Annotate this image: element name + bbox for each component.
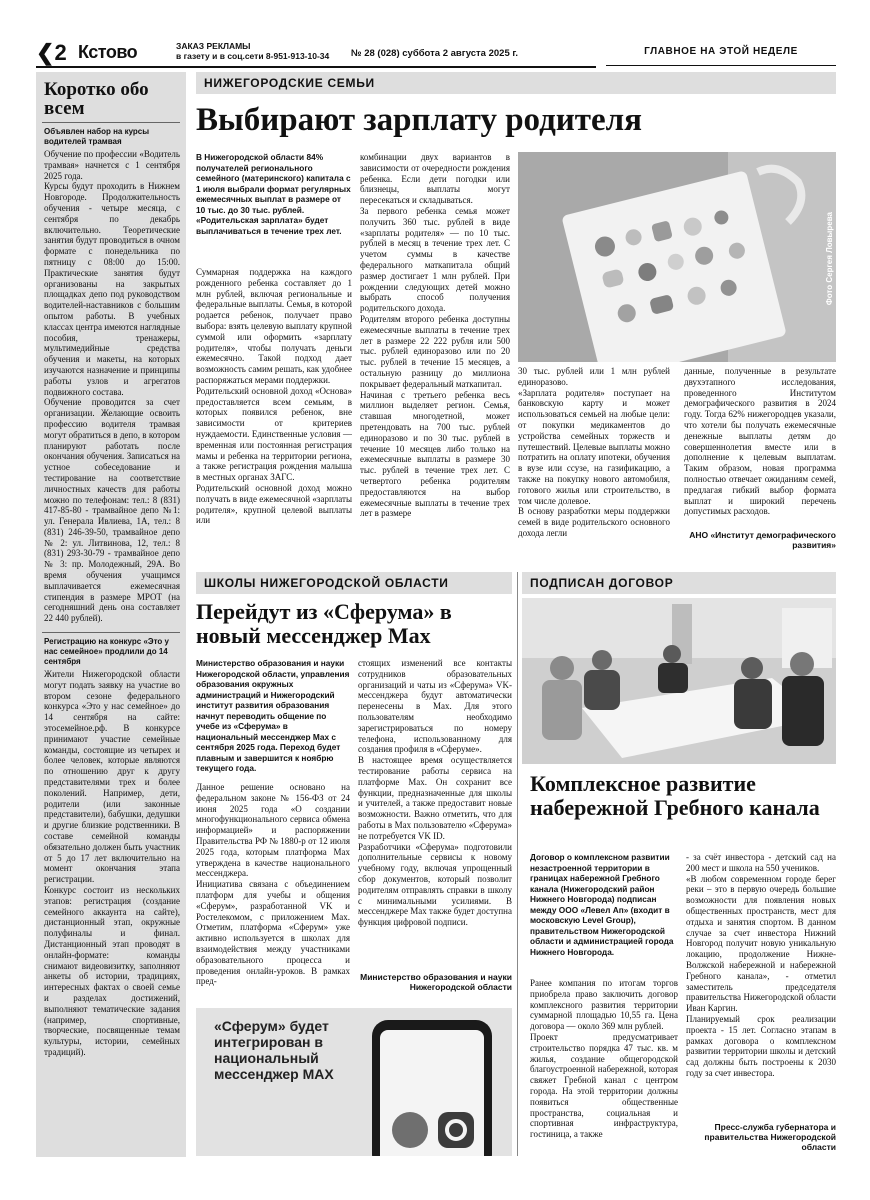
newspaper-logo: Кстово [78,42,138,62]
promo-banner [196,1008,512,1156]
sidebar-title: Коротко обо всем [44,79,149,119]
page-header [36,38,836,68]
photo-signing-meeting [522,598,836,764]
article-title: Выбирают зарплату родителя [196,102,643,138]
article-column: 30 тыс. рублей или 1 млн рублей единоразово. «Зарплата родителя» поступает на банковскую карту и может использоваться семьей на любые цели: от покупки медикаментов до устройства семейных торжеств и путешествий. Целевые выплаты можно потратить на оплату ипотеки, обучения в вузе или ссузе, на газификацию, а также на покупку нового автомобиля, готового жилья или строительство, в том числе долевое. В основу разработки меры поддержки семей в виде родительского основного дохода легли [518,366,670,538]
section-rubric: ГЛАВНОЕ НА ЭТОЙ НЕДЕЛЕ [606,40,836,66]
page-number-value: 2 [54,40,67,65]
article-column: Данное решение основано на федеральном законе № 156-ФЗ от 24 июня 2025 года «О создании многофункционального сервиса обмена информацией» и распоряжении Правительства РФ № 1880-р от 12 июля 2025 года, которым платформа Max утверждена в качестве национального мессенджера. Инициатива связана с объединением платформ для учебы и общения «Сферум», разработанной VK и Ростелекомом, с приложением Max. Отметим, платформа «Сферум» уже активно используется в школах для взаимодействия между участниками образовательного процесса и проведения онлайн-уроков. В рамках пред- [196,782,350,987]
column-divider [517,572,518,1156]
photo-sticker-sheet [518,152,836,362]
section-rubric: ШКОЛЫ НИЖЕГОРОДСКОЙ ОБЛАСТИ [204,576,449,590]
divider [42,122,180,123]
article-column: комбинации двух вариантов в зависимости от очередности рождения ребенка. Если дети погодки или близнецы, выплаты могут пересекаться и складываться. За первого ребенка семья может получить 360 тыс. рублей в виде «зарплаты родителя» — по 10 тыс. рублей в месяц в течение трех лет. С учетом суммы в качестве федерального маткапитала общий размер достигает 1 млн рублей. При рождении следующих детей можно выбрать способ получения родительского дохода. Родителям второго ребенка доступны ежемесячные выплаты в течение трех лет в размере 22 222 рубля или 500 тыс. рублей единоразово или по 20 тыс. рублей в течение 15 месяцев, а остальную разницу до миллиона покрывает федеральный маткапитал. Начиная с третьего ребенка весь миллион выделяет регион. Семья, ставшая многодетной, может претендовать на 700 тыс. рублей единоразово и по 30 тыс. рублей в течение 10 месяцев либо только на ежемесячные выплаты в размере 30 тыс. рублей в течение трех лет. С четвертого ребенка родителям предоставляются на выбор ежемесячные выплаты в течение трех лет в размере [360,152,510,519]
article-lead: Министерство образования и науки Нижегородской области, управления образования окружных администраций и Нижегородский институт развития образования начнут переводить общение по учебе из «Сферума» в национальный мессенджер Max с сентября 2025 года. Переход будет плавным и завершится к ноябрю текущего года. [196,658,350,773]
phone-icon [362,1008,512,1156]
sidebar-brief-news [36,72,186,1157]
article-title: Комплексное развитие набережной Гребного канала [530,771,820,820]
article-column: - за счёт инвестора - детский сад на 200 мест и школа на 550 учеников. «В любом современном городе берег реки – это в первую очередь большие возможности для появления новых общественных пространств, мест для отдыха и занятия спортом. В данном случае за счет инвестора Нижний Новгород получит новую уникальную локацию, продолжение Нижне-Волжской набережной и набережной Гребного канала», - отметил заместитель председателя правительства Нижегородской области Иван Каргин. Планируемый срок реализации проекта - 15 лет. Согласно этапам в рамках договора о комплексном развитии территории школы и детский сад должны быть построены к 2030 году за счет инвестора. [686,852,836,1078]
brief-headline: Регистрацию на конкурс «Это у нас семейное» продлили до 14 сентября [44,637,169,667]
brief-headline: Объявлен набор на курсы водителей трамвая [44,127,150,146]
article-lead: Договор о комплексном развитии незастроенной территории в границах набережной Гребного канала (Нижегородский район Нижнего Новгорода) подписан между ООО «Левел Ап» (входит в московскую Level Group), правительством Нижегородской области и администрацией города Нижнего Новгорода. [530,852,674,957]
issue-info: № 28 (028) суббота 2 августа 2025 г. [351,48,519,59]
article-title: Перейдут из «Сферума» в новый мессенджер Max [196,599,452,648]
article-signature: АНО «Институт демографического развития» [689,530,836,550]
divider [42,632,180,633]
article-signature: Министерство образования и науки Нижегородской области [360,972,512,992]
chevron-left-icon: ❮ [36,40,55,65]
section-bar [196,572,512,594]
brief-text: Жители Нижегородской области могут подать заявку на участие во втором сезоне федерального конкурса «Это у нас семейное» до 14 сентября на сайте: этосемейное.рф. В конкурсе принимают участие семейные команды, состоящие из четырех и более человек, которые являются по отношению друг к другу представителями трех и более поколений. Например, дети, родители (или законные представители), бабушки, дедушки и другие близкие родственники. В составе семейной команды обязательно должен быть участник от 5 до 17 лет включительно на момент окончания этапа регистрации. Конкурс состоит из нескольких этапов: регистрация (создание семейного аккаунта на сайте), дистанционный этап, окружные полуфиналы и финал. Дистанционный этап проводят в онлайн-формате: команды снимают видеовизитку, заполняют анкеты об истории, традициях, интересных фактах о своей семье и разделах достижений, выполняют тематические задания (например, спортивные, творческие, посвященные темам культуры, истории, семейных традиций). [44,669,180,1057]
article-column: данные, полученные в результате двухэтапного исследования, проведенного Институтом демографического развития в 2024 году. Тогда 62% нижегородцев указали, что хотели бы получать ежемесячные денежные выплаты детям до совершеннолетия вместе или в дополнение к целевым выплатам. Таким образом, новая программа полностью отвечает ожиданиям семей, предлагая гибкий выбор формата выплат и широкий перечень допустимых расходов. [684,366,836,517]
article-signature: Пресс-служба губернатора и правительства Нижегородской области [704,1122,836,1152]
header-rule [36,66,596,68]
article-lead: В Нижегородской области 84% получателей регионального семейного (материнского) капитала с 1 июля выбрали формат регулярных ежемесячных выплат в размере от 10 тыс. до 30 тыс. рублей. «Родительская зарплата» будет выплачиваться в течение трех лет. [196,152,351,236]
sticker-sheet-illustration [518,152,836,362]
meeting-illustration [522,598,836,764]
article-column: Суммарная поддержка на каждого рожденного ребенка составляет до 1 млн рублей, включая региональные и федеральные выплаты. Семья, в которой родается ребенок, получает право выбора: взять целевую выплату крупной суммой или оформить «зарплату родителя», чтобы получать деньги ежемесячно. Такой подход дает возможность самим решать, как удобнее распоряжаться мерами поддержки. Родительский основной доход «Основа» предоставляется всем семьям, в которых появился ребенок, вне зависимости от критериев нуждаемости. Единственные условия — временная или постоянная регистрация мамы и ребенка на территории региона, а также регистрация рождения малыша в местных органах ЗАГС. Родительский основной доход можно получать в виде ежемесячной «зарплаты родителя», крупной целевой выплаты или [196,267,352,526]
ad-contact: ЗАКАЗ РЕКЛАМЫ в газету и в соц.сети 8-951-913-10-34 [176,41,330,61]
section-bar [522,572,836,594]
promo-text: «Сферум» будет интегрирован в национальный мессенджер MAX [214,1018,334,1082]
page-number [36,40,67,66]
article-column: стоящих изменений все контакты сотрудников образовательных организаций и чаты из «Сферума» VK-мессенджера будут автоматически перенесены в Max. Для этого пользователям необходимо зарегистрироваться по номеру телефона, использованному для создания профиля в «Сферуме». В настоящее время осуществляется тестирование работы сервиса на платформе Max. Он сохранит все функции, предназначенные для школы и учителей, а также предоставит новые возможности. Важно отметить, что для работы в Max пользователю «Сферума» не потребуется VK ID. Разработчики «Сферума» подготовили дополнительные сервисы к новому учебному году, включая упрощенный сбор документов, который позволит родителям отправлять справки в школу с минимальными усилиями. В мессенджере Max также будет доступна функция цифровой подписи. [358,658,512,928]
section-rubric: ПОДПИСАН ДОГОВОР [530,576,674,590]
section-rubric: НИЖЕГОРОДСКИЕ СЕМЬИ [204,76,375,90]
photo-credit: Фото Сергея Ловырева [825,212,834,306]
section-bar [196,72,836,94]
brief-text: Обучение по профессии «Водитель трамвая» начнется с 1 сентября 2025 года. Курсы будут проходить в Нижнем Новгороде. Продолжительность обучения - четыре месяца, с сентября по декабрь включительно. Теоретические занятия будут проводиться в очном формате с понедельника по пятницу с 08:00 до 15:00. Практические занятия будут организованы на закрытых площадках депо под руководством водителей-наставников с большим опытом работы. В учебных классах центра имеются наглядные пособия, тренажеры, мультимедийные средства обучения и макеты, на которых изучаются назначение и принципы работы узлов и агрегатов подвижного состава. Обучение проводится за счет организации. Желающие освоить профессию водителя трамвая могут обратиться в депо, в котором планируют работать после окончания обучения. Записаться на устное собеседование и тестирование на соответствие личностных качеств для работы можно по телефонам: тел.: 8 (831) 417-85-80 - трамвайное депо №1: ул. Генерала Ивлиева, 1А, тел.: 8 (831) 246-39-50, трамвайное депо № 2: ул. Литвинова, 12, тел.: 8 (831) 293-30-79 - трамвайное депо № 3: пр. Молодежный, 29А. Во время обучения учащимся выплачивается ежемесячная стипендия в размере МРОТ (на сегодняшний день она составляет 22 440 рублей). [44,149,180,624]
article-column: Ранее компания по итогам торгов приобрела право заключить договор комплексного развития территории суммарной площадью 10,55 га. Цена договора — около 369 млн рублей. Проект предусматривает строительство порядка 47 тыс. кв. м жилья, создание общегородской благоустроенной набережной, которая свяжет Гребной канал с центром города. На этой территории должны появиться общественные пространства, социальная и спортивная инфраструктура, гостиница, а также [530,978,678,1140]
